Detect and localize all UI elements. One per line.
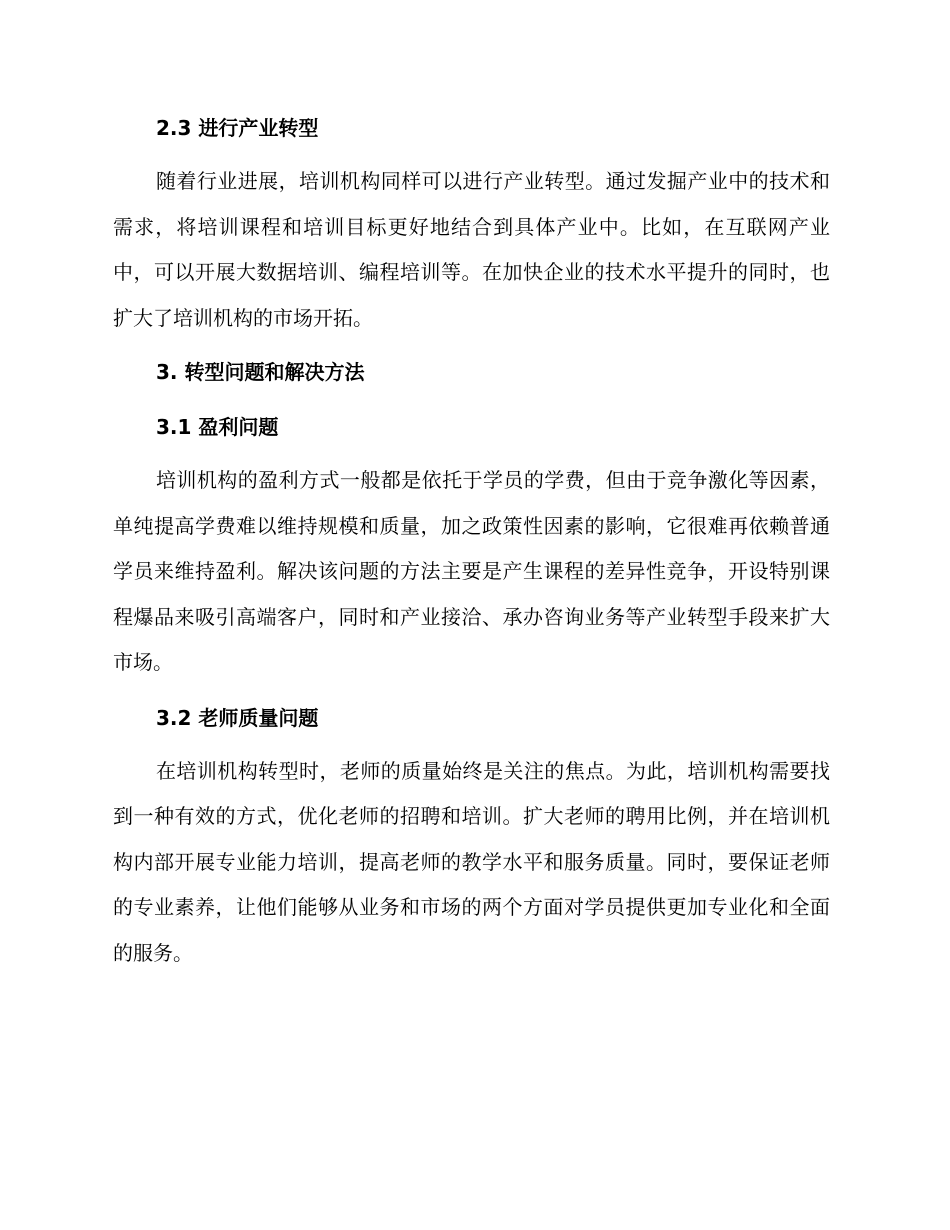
section-heading-3-1: 3.1 盈利问题: [156, 415, 279, 439]
section-paragraph-3-2: 在培训机构转型时，老师的质量始终是关注的焦点。为此，培训机构需要找到一种有效的方式，优化老师的招聘和培训。扩大老师的聘用比例，并在培训机构内部开展专业能力培训，提高老师的教学水平和服务质量。同时，要保证老师的专业素养，让他们能够从业务和市场的两个方面对学员提供更加专业化和全面的服务。: [113, 758, 830, 965]
section-paragraph-2-3: 随着行业进展，培训机构同样可以进行产业转型。通过发掘产业中的技术和需求，将培训课程和培训目标更好地结合到具体产业中。比如，在互联网产业中，可以开展大数据培训、编程培训等。在加快企业的技术水平提升的同时，也扩大了培训机构的市场开拓。: [113, 169, 830, 330]
section-heading-3: 3. 转型问题和解决方法: [156, 360, 365, 384]
section-paragraph-3-1: 培训机构的盈利方式一般都是依托于学员的学费，但由于竞争激化等因素，单纯提高学费难以维持规模和质量，加之政策性因素的影响，它很难再依赖普通学员来维持盈利。解决该问题的方法主要是产生课程的差异性竞争，开设特别课程爆品来吸引高端客户，同时和产业接洽、承办咨询业务等产业转型手段来扩大市场。: [113, 468, 830, 674]
section-heading-2-3: 2.3 进行产业转型: [156, 116, 319, 140]
section-heading-3-2: 3.2 老师质量问题: [156, 705, 319, 730]
